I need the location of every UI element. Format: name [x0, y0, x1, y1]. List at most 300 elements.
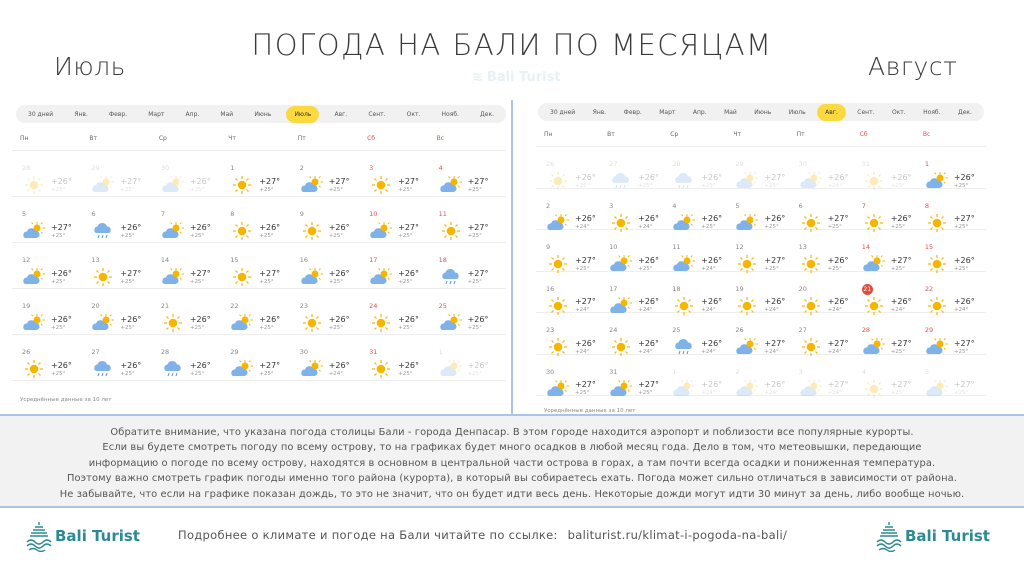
calendar-day[interactable] — [155, 335, 224, 380]
weekday-label: Ср — [158, 135, 167, 142]
calendar-day[interactable] — [666, 272, 729, 316]
temp-low: +24° — [953, 307, 969, 313]
temp-high: +26° — [189, 222, 211, 232]
month-tab[interactable]: Июль — [286, 106, 319, 123]
temp-high: +27° — [259, 268, 281, 278]
calendar-day[interactable] — [540, 313, 603, 357]
day-number: 5 — [735, 201, 740, 210]
temp-low: +24° — [827, 348, 842, 355]
footer-link-text — [178, 528, 787, 542]
temp-low: +25° — [120, 370, 135, 377]
calendar-day[interactable] — [294, 151, 363, 196]
month-tab[interactable]: Май — [220, 110, 234, 118]
temp-low: +25° — [328, 186, 344, 193]
calendar-day[interactable] — [856, 230, 919, 274]
temp-high: +26° — [120, 222, 142, 232]
day-number: 13 — [91, 256, 100, 264]
temp-high: +27° — [953, 338, 975, 348]
temp-high: +27° — [890, 338, 912, 348]
watermark-text: Bali Turist — [486, 70, 561, 85]
calendar-day[interactable] — [919, 147, 982, 191]
day-number: 2 — [299, 164, 304, 172]
temp-high: +26° — [259, 222, 281, 232]
watermark-logo — [472, 70, 561, 85]
temp-high: +26° — [398, 268, 420, 278]
calendar-day[interactable] — [224, 335, 293, 380]
partly-cloudy-icon — [735, 379, 759, 399]
temp-low: +24° — [701, 265, 716, 272]
calendar-day[interactable] — [540, 147, 603, 191]
month-tab[interactable]: Янв. — [74, 110, 88, 118]
sun-icon — [91, 267, 115, 287]
calendar-day[interactable] — [294, 289, 363, 334]
temp-low: +25° — [398, 278, 413, 285]
month-tab[interactable]: Март — [659, 108, 676, 116]
day-number: 25 — [672, 326, 681, 334]
day-number: 22 — [924, 284, 934, 293]
month-tab[interactable]: Сент. — [368, 110, 386, 118]
temp-low: +24° — [701, 348, 716, 355]
temp-high: +27° — [189, 268, 211, 278]
calendar-week-row — [536, 313, 986, 355]
rain-icon — [439, 267, 463, 287]
month-tab[interactable]: Май — [724, 108, 737, 116]
temp-high: +27° — [827, 338, 849, 348]
calendar-day[interactable] — [155, 243, 224, 288]
temp-high: +27° — [827, 214, 849, 223]
calendar-day[interactable] — [155, 151, 224, 196]
calendar-day[interactable] — [919, 313, 982, 357]
month-tab[interactable]: Окт. — [406, 110, 421, 118]
month-tab[interactable]: Авг. — [334, 110, 348, 118]
temp-low: +24° — [764, 307, 779, 313]
day-number: 22 — [230, 302, 239, 310]
calendar-day[interactable] — [919, 272, 982, 316]
weekday-label: Пн — [544, 131, 553, 138]
temp-low: +25° — [638, 182, 653, 189]
day-number: 23 — [299, 302, 308, 310]
calendar-day[interactable] — [603, 189, 666, 233]
partly-cloudy-icon — [22, 313, 46, 333]
calendar-week-row — [12, 151, 506, 197]
calendar-day[interactable] — [433, 243, 502, 288]
brand-logo-left[interactable] — [26, 520, 140, 552]
temp-high: +26° — [189, 360, 211, 370]
sun-icon — [230, 221, 254, 241]
calendar-day[interactable] — [666, 189, 729, 233]
month-tab[interactable]: Сент. — [857, 108, 875, 116]
sun-icon — [22, 359, 46, 379]
calendar-day[interactable] — [363, 197, 432, 242]
day-number: 20 — [91, 302, 100, 310]
temp-low: +25° — [120, 278, 135, 285]
calendar-day[interactable] — [363, 335, 432, 380]
temp-high: +26° — [189, 314, 211, 324]
weekday-label: Чт — [228, 135, 236, 142]
month-tab[interactable]: Март — [148, 110, 165, 118]
brand-logo-right[interactable] — [876, 520, 990, 552]
day-number: 17 — [369, 256, 378, 264]
day-number: 29 — [230, 348, 239, 356]
calendar-day[interactable] — [16, 151, 85, 196]
temp-high: +26° — [638, 214, 660, 223]
calendar-august — [536, 100, 986, 412]
month-tab[interactable]: Июль — [788, 108, 806, 116]
temp-high: +26° — [51, 268, 72, 278]
temp-high: +26° — [827, 297, 849, 306]
day-number: 26 — [735, 326, 744, 334]
temp-low: +25° — [51, 324, 66, 331]
temp-low: +25° — [467, 232, 482, 239]
calendar-day[interactable] — [16, 197, 85, 242]
temp-high: +27° — [953, 380, 975, 389]
month-tab[interactable]: Июнь — [254, 110, 272, 118]
month-tab[interactable]: Дек. — [480, 110, 494, 118]
calendar-day[interactable] — [729, 313, 792, 357]
day-number: 7 — [861, 201, 866, 210]
temp-low: +25° — [259, 324, 274, 331]
notice-line: Если вы будете смотреть погоду по всему острову, то на графиках будет много осадков в любой месяц года. Дело в том, что метеовышки, передающие — [102, 442, 922, 454]
temp-high: +26° — [51, 314, 72, 324]
temp-high: +26° — [398, 360, 420, 370]
temp-low: +25° — [328, 278, 344, 285]
temp-low: +24° — [575, 224, 590, 230]
calendar-day[interactable] — [603, 355, 666, 399]
month-tab[interactable]: Окт. — [891, 108, 906, 116]
day-number: 24 — [609, 326, 618, 334]
temp-high: +26° — [328, 360, 350, 370]
temp-low: +25° — [701, 224, 716, 230]
month-tab[interactable]: Нояб. — [441, 110, 459, 118]
month-tab[interactable]: Февр. — [623, 108, 642, 116]
temp-low: +24° — [764, 390, 779, 396]
calendar-day[interactable] — [155, 289, 224, 334]
day-number: 16 — [299, 256, 308, 264]
temp-low: +25° — [120, 232, 135, 239]
temp-low: +25° — [398, 324, 413, 331]
calendar-day[interactable] — [793, 189, 856, 233]
day-number: 9 — [299, 210, 304, 218]
day-number: 2 — [735, 367, 740, 376]
calendar-day[interactable] — [729, 355, 792, 399]
day-number: 21 — [160, 302, 170, 310]
temp-low: +25° — [764, 224, 779, 230]
partly-cloudy-icon — [161, 221, 185, 241]
calendar-week-row — [12, 197, 506, 243]
temp-high: +26° — [575, 338, 596, 348]
weekday-label: Вт — [89, 135, 98, 142]
temp-low: +24° — [638, 224, 653, 230]
temp-low: +24° — [701, 307, 716, 313]
day-number: 26 — [22, 348, 31, 356]
calendar-day[interactable] — [793, 313, 856, 357]
calendar-day[interactable] — [363, 151, 432, 196]
calendar-day[interactable] — [540, 355, 603, 399]
calendar-day[interactable] — [16, 289, 85, 334]
temp-low: +25° — [259, 278, 274, 285]
partly-cloudy-icon — [22, 267, 46, 287]
day-number: 6 — [798, 201, 803, 210]
weekday-label: Пт — [297, 135, 306, 142]
temp-low: +25° — [189, 324, 205, 331]
partly-cloudy-icon — [91, 313, 115, 333]
calendar-day[interactable] — [85, 197, 154, 242]
notice-line: информацию о погоде по всему острову, находятся в основном в центральной части острова в горах, а там почти всегда осадки и пониженная температура. — [88, 457, 936, 469]
temp-low: +25° — [953, 182, 969, 189]
calendar-week-row — [12, 289, 506, 335]
temp-low: +24° — [638, 348, 653, 355]
temp-high: +27° — [764, 172, 786, 182]
day-number: 30 — [160, 164, 170, 172]
temp-low: +25° — [575, 265, 590, 272]
calendar-day[interactable] — [16, 335, 85, 380]
calendar-day[interactable] — [363, 289, 432, 334]
temp-high: +26° — [953, 255, 975, 265]
weekday-label: Сб — [367, 135, 376, 142]
temp-high: +27° — [764, 338, 786, 348]
temp-low: +25° — [827, 265, 842, 272]
calendar-day[interactable] — [793, 355, 856, 399]
day-number: 18 — [438, 256, 447, 264]
temp-low: +25° — [189, 232, 205, 239]
calendar-week-row — [536, 230, 986, 272]
calendar-day[interactable] — [919, 355, 982, 399]
calendar-day[interactable] — [540, 230, 603, 274]
calendar-day[interactable] — [729, 147, 792, 191]
temp-high: +26° — [638, 172, 660, 182]
temp-low: +24° — [701, 390, 716, 396]
vertical-divider — [511, 100, 513, 415]
temp-high: +26° — [328, 314, 350, 324]
month-tab[interactable]: Апр. — [692, 108, 707, 116]
calendar-day[interactable] — [603, 230, 666, 274]
calendar-day[interactable] — [856, 313, 919, 357]
calendar-week-row — [12, 335, 506, 381]
temp-high: +26° — [764, 214, 786, 223]
day-number: 13 — [798, 243, 807, 251]
calendar-day[interactable] — [540, 272, 603, 316]
calendar-day[interactable] — [919, 230, 982, 274]
sun-icon — [369, 175, 393, 195]
notice-line: Обратите внимание, что указана погода столицы Бали - города Денпасар. В этом городе находится аэропорт и поблизости все популярные курорты. — [110, 427, 914, 438]
calendar-day[interactable] — [85, 335, 154, 380]
calendar-day[interactable] — [433, 289, 502, 334]
month-tab[interactable]: Апр. — [185, 110, 200, 118]
calendar-day[interactable] — [666, 313, 729, 357]
weekday-label: Вс — [436, 135, 444, 142]
weekday-header — [536, 131, 986, 147]
calendar-day[interactable] — [729, 230, 792, 274]
pagoda-icon: ≋ — [472, 70, 483, 85]
calendar-day[interactable] — [294, 197, 363, 242]
temp-high: +26° — [467, 360, 489, 370]
temp-low: +24° — [575, 348, 590, 355]
calendar-day[interactable] — [856, 189, 919, 233]
day-number: 1 — [672, 367, 677, 376]
temp-low: +25° — [890, 182, 906, 189]
calendar-day[interactable] — [856, 355, 919, 399]
temp-high: +27° — [467, 176, 489, 186]
temp-low: +25° — [189, 278, 205, 285]
temp-low: +24° — [328, 370, 344, 377]
calendar-day[interactable] — [919, 189, 982, 233]
calendar-day[interactable] — [85, 243, 154, 288]
temp-high: +27° — [120, 268, 142, 278]
footer-url-link[interactable]: baliturist.ru/klimat-i-pogoda-na-bali/ — [567, 528, 788, 542]
temp-high: +27° — [398, 222, 420, 232]
partly-cloudy-icon — [230, 313, 254, 333]
temp-high: +26° — [701, 255, 723, 265]
calendar-day[interactable] — [729, 189, 792, 233]
sun-icon — [22, 175, 46, 195]
day-number: 29 — [735, 160, 744, 168]
day-number: 15 — [230, 256, 239, 264]
temp-low: +25° — [398, 370, 413, 377]
day-number: 1 — [438, 348, 443, 356]
day-number: 12 — [735, 243, 744, 251]
temp-low: +25° — [827, 224, 842, 230]
day-number: 26 — [546, 160, 555, 168]
temp-high: +26° — [51, 176, 72, 186]
calendar-day[interactable] — [224, 197, 293, 242]
calendar-day[interactable] — [16, 243, 85, 288]
temp-low: +24° — [890, 307, 906, 313]
month-tab[interactable]: Июнь — [754, 108, 772, 116]
partly-cloudy-icon — [369, 267, 393, 287]
calendar-day[interactable] — [224, 243, 293, 288]
calendar-day[interactable] — [666, 147, 729, 191]
day-number: 2 — [546, 201, 551, 210]
temp-high: +26° — [638, 297, 660, 306]
temp-low: +24° — [827, 307, 842, 313]
temp-high: +26° — [764, 380, 786, 389]
day-number: 19 — [735, 284, 744, 293]
calendar-day[interactable] — [294, 335, 363, 380]
day-number: 10 — [609, 243, 618, 251]
temp-low: +25° — [890, 265, 906, 272]
partly-cloudy-icon — [672, 379, 696, 399]
temp-low: +25° — [189, 186, 205, 193]
temp-low: +24° — [827, 182, 842, 189]
weekday-label: Пт — [796, 131, 805, 138]
weekday-label: Чт — [733, 131, 742, 138]
partly-cloudy-icon — [230, 359, 254, 379]
day-number: 5 — [924, 367, 929, 376]
temp-high: +26° — [189, 176, 211, 186]
partly-cloudy-icon — [609, 379, 633, 399]
day-number: 27 — [91, 348, 100, 356]
calendar-day[interactable] — [793, 272, 856, 316]
calendar-day[interactable] — [155, 197, 224, 242]
month-tab[interactable]: Февр. — [109, 110, 128, 118]
temp-high: +26° — [827, 172, 849, 182]
temp-high: +27° — [467, 222, 489, 232]
day-number: 14 — [861, 243, 870, 251]
month-tab[interactable]: Янв. — [592, 108, 607, 116]
notice-panel — [0, 416, 1024, 508]
month-tab[interactable]: 30 дней — [28, 110, 54, 118]
temp-high: +26° — [575, 214, 596, 223]
day-number: 18 — [672, 284, 681, 293]
month-tab[interactable]: Авг. — [817, 104, 846, 121]
partly-cloudy-icon — [369, 221, 393, 241]
partly-cloudy-icon — [300, 175, 324, 195]
calendar-day[interactable] — [603, 313, 666, 357]
calendar-day[interactable] — [85, 289, 154, 334]
calendar-day[interactable] — [729, 272, 792, 316]
calendar-week-row — [536, 147, 986, 189]
month-tab[interactable]: 30 дней — [550, 108, 576, 116]
month-tab[interactable]: Нояб. — [923, 108, 941, 116]
calendar-day[interactable] — [793, 147, 856, 191]
month-title-august: Август — [868, 52, 958, 81]
calendar-day[interactable] — [85, 151, 154, 196]
calendar-day[interactable] — [363, 243, 432, 288]
temp-low: +25° — [890, 390, 906, 396]
sun-icon — [862, 379, 886, 399]
calendar-week-row — [536, 189, 986, 231]
temp-low: +25° — [890, 224, 906, 230]
day-number: 8 — [924, 201, 929, 210]
calendar-day[interactable] — [666, 230, 729, 274]
calendar-day[interactable] — [294, 243, 363, 288]
day-number: 8 — [230, 210, 235, 218]
calendar-day[interactable] — [224, 151, 293, 196]
temp-low: +25° — [259, 186, 274, 193]
calendar-day[interactable] — [540, 189, 603, 233]
day-number: 5 — [22, 210, 27, 218]
sun-icon — [369, 313, 393, 333]
calendar-day[interactable] — [856, 147, 919, 191]
calendar-week-row — [536, 355, 986, 397]
temp-low: +25° — [398, 186, 413, 193]
calendar-day[interactable] — [856, 272, 919, 316]
calendar-day[interactable] — [666, 355, 729, 399]
day-number: 9 — [546, 243, 551, 251]
day-number: 25 — [438, 302, 447, 310]
temp-high: +27° — [467, 268, 489, 278]
calendar-day[interactable] — [224, 289, 293, 334]
day-number: 4 — [861, 367, 866, 376]
calendar-day[interactable] — [603, 147, 666, 191]
calendar-week-row — [536, 272, 986, 314]
footer-caption: Подробнее о климате и погоде на Бали читайте по ссылке: — [178, 528, 558, 542]
temp-low: +25° — [953, 224, 969, 230]
temp-high: +26° — [890, 214, 912, 223]
temp-high: +26° — [953, 172, 975, 182]
calendar-day[interactable] — [433, 151, 502, 196]
temp-high: +26° — [120, 360, 142, 370]
weekday-label: Ср — [670, 131, 679, 138]
day-number: 15 — [924, 243, 934, 251]
calendar-day[interactable] — [433, 197, 502, 242]
temp-high: +27° — [51, 222, 72, 232]
temp-high: +26° — [764, 297, 786, 306]
temp-low: +25° — [953, 390, 969, 396]
month-tab[interactable]: Дек. — [958, 108, 972, 116]
temp-low: +25° — [51, 370, 66, 377]
calendar-day[interactable] — [433, 335, 502, 380]
temp-low: +25° — [575, 390, 590, 396]
temp-low: +25° — [467, 186, 482, 193]
day-number: 1 — [230, 164, 235, 172]
partly-cloudy-icon — [300, 359, 324, 379]
calendar-day[interactable] — [793, 230, 856, 274]
temp-low: +25° — [398, 232, 413, 239]
sun-icon — [161, 313, 185, 333]
calendar-day[interactable] — [603, 272, 666, 316]
day-number: 30 — [798, 160, 807, 168]
